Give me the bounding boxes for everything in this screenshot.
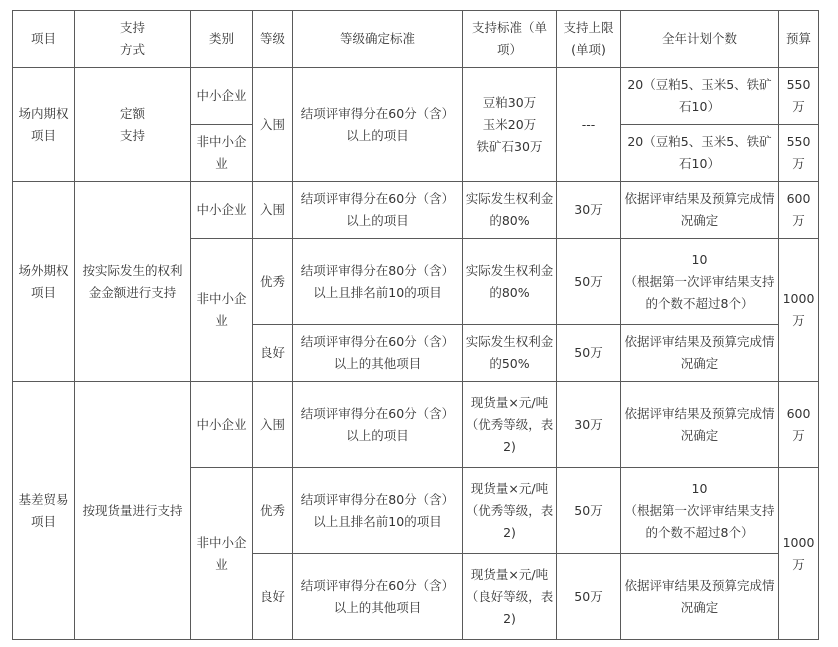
onsite-plan-non-sme: 20（豆粕5、玉米5、铁矿石10）: [621, 125, 779, 182]
onsite-budget-sme: 550万: [779, 68, 819, 125]
onsite-budget-non-sme: 550万: [779, 125, 819, 182]
offsite-r3-plan: 依据评审结果及预算完成情况确定: [621, 325, 779, 382]
basis-category-non-sme: 非中小企业: [191, 468, 253, 640]
offsite-r1-limit: 30万: [557, 182, 621, 239]
onsite-limit: ---: [557, 68, 621, 182]
basis-project: 基差贸易 项目: [13, 382, 75, 640]
onsite-level: 入围: [253, 68, 293, 182]
onsite-method: 定额 支持: [75, 68, 191, 182]
offsite-r3-criteria: 结项评审得分在60分（含）以上的其他项目: [293, 325, 463, 382]
basis-r2-limit: 50万: [557, 468, 621, 554]
onsite-plan-sme: 20（豆粕5、玉米5、铁矿石10）: [621, 68, 779, 125]
offsite-r1-criteria: 结项评审得分在60分（含）以上的项目: [293, 182, 463, 239]
offsite-method: 按实际发生的权利金金额进行支持: [75, 182, 191, 382]
header-budget: 预算: [779, 11, 819, 68]
basis-r1-standard: 现货量×元/吨（优秀等级，表2): [463, 382, 557, 468]
offsite-category-non-sme: 非中小企业: [191, 239, 253, 382]
basis-r2-criteria: 结项评审得分在80分（含）以上且排名前10的项目: [293, 468, 463, 554]
basis-category-sme: 中小企业: [191, 382, 253, 468]
table-row: [13, 182, 819, 239]
offsite-r3-level: 良好: [253, 325, 293, 382]
header-method: 支持 方式: [75, 11, 191, 68]
offsite-r1-plan: 依据评审结果及预算完成情况确定: [621, 182, 779, 239]
basis-r2-level: 优秀: [253, 468, 293, 554]
header-limit: 支持上限(单项): [557, 11, 621, 68]
header-criteria: 等级确定标准: [293, 11, 463, 68]
onsite-standard: 豆粕30万 玉米20万 铁矿石30万: [463, 68, 557, 182]
header-project: 项目: [13, 11, 75, 68]
basis-r1-level: 入围: [253, 382, 293, 468]
header-plan: 全年计划个数: [621, 11, 779, 68]
offsite-r2-standard: 实际发生权利金的80%: [463, 239, 557, 325]
onsite-project: 场内期权 项目: [13, 68, 75, 182]
offsite-budget-non-sme: 1000万: [779, 239, 819, 382]
basis-method: 按现货量进行支持: [75, 382, 191, 640]
table-row: [13, 382, 819, 468]
basis-r3-standard: 现货量×元/吨（良好等级，表2): [463, 554, 557, 640]
basis-r2-plan: 10 （根据第一次评审结果支持的个数不超过8个）: [621, 468, 779, 554]
basis-r3-level: 良好: [253, 554, 293, 640]
offsite-r2-plan: 10 （根据第一次评审结果支持的个数不超过8个）: [621, 239, 779, 325]
table-wrapper: [12, 10, 819, 640]
onsite-criteria: 结项评审得分在60分（含）以上的项目: [293, 68, 463, 182]
offsite-r1-level: 入围: [253, 182, 293, 239]
basis-budget-non-sme: 1000万: [779, 468, 819, 640]
basis-r1-limit: 30万: [557, 382, 621, 468]
basis-r1-budget: 600万: [779, 382, 819, 468]
basis-r3-criteria: 结项评审得分在60分（含）以上的其他项目: [293, 554, 463, 640]
offsite-r2-criteria: 结项评审得分在80分（含）以上且排名前10的项目: [293, 239, 463, 325]
support-standards-table: [12, 10, 819, 640]
offsite-r1-budget: 600万: [779, 182, 819, 239]
offsite-r3-standard: 实际发生权利金的50%: [463, 325, 557, 382]
offsite-r3-limit: 50万: [557, 325, 621, 382]
offsite-category-sme: 中小企业: [191, 182, 253, 239]
basis-r3-plan: 依据评审结果及预算完成情况确定: [621, 554, 779, 640]
basis-r1-plan: 依据评审结果及预算完成情况确定: [621, 382, 779, 468]
offsite-r2-limit: 50万: [557, 239, 621, 325]
basis-r2-standard: 现货量×元/吨（优秀等级，表2): [463, 468, 557, 554]
basis-r1-criteria: 结项评审得分在60分（含）以上的项目: [293, 382, 463, 468]
basis-r3-limit: 50万: [557, 554, 621, 640]
header-category: 类别: [191, 11, 253, 68]
offsite-r1-standard: 实际发生权利金的80%: [463, 182, 557, 239]
header-level: 等级: [253, 11, 293, 68]
offsite-r2-level: 优秀: [253, 239, 293, 325]
onsite-category-non-sme: 非中小企业: [191, 125, 253, 182]
offsite-project: 场外期权 项目: [13, 182, 75, 382]
header-row: [13, 11, 819, 68]
onsite-category-sme: 中小企业: [191, 68, 253, 125]
header-standard: 支持标准（单项）: [463, 11, 557, 68]
table-row: [13, 68, 819, 125]
